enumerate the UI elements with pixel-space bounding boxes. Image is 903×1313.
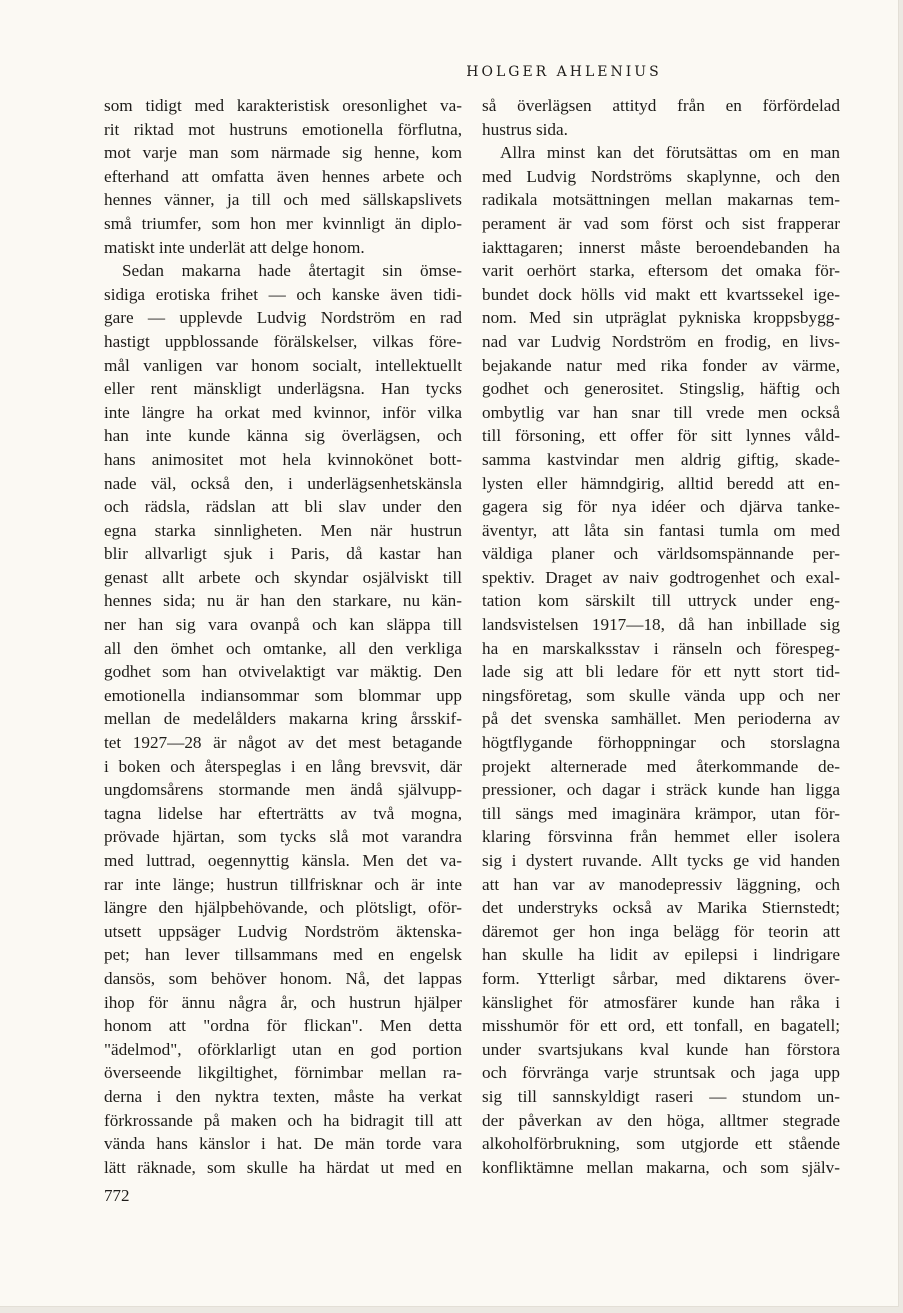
text-line: äventyr, att låta sin fantasi tumla om med: [482, 520, 840, 540]
text-line: egna starka sinnligheten. Men när hustrun: [104, 520, 462, 540]
text-line: misshumör för ett ord, ett tonfall, en bagatell;: [482, 1016, 840, 1036]
text-line: landsvistelsen 1917—18, då han inbillade sig: [482, 615, 840, 635]
text-line: lade sig att bli ledare för ett nytt stort tid-: [482, 662, 840, 682]
text-line: godhet och generositet. Stingslig, häftig och: [482, 379, 840, 399]
text-line: rit riktad mot hustruns emotionella förflutna,: [104, 119, 462, 139]
text-line: projekt alternerade med återkommande de-: [482, 756, 840, 776]
text-line: bejakande natur med rika fonder av värme,: [482, 355, 840, 375]
text-line: matiskt inte underlät att delge honom.: [104, 237, 365, 257]
text-line: iakttagaren; innerst måste beroendebanden ha: [482, 237, 840, 257]
text-line: ner han sig vara ovanpå och kan släppa till: [104, 615, 462, 635]
text-line: emotionella indiansommar som blommar upp: [104, 685, 462, 705]
text-line: det understryks också av Marika Stiernstedt;: [482, 898, 840, 918]
text-line: tet 1927—28 är något av det mest betagande: [104, 733, 462, 753]
text-line: i boken och återspeglas i en lång brevsvit, där: [104, 756, 462, 776]
text-line: sig i dystert ruvande. Allt tycks ge vid handen: [482, 851, 840, 870]
text-line: all den ömhet och omtanke, all den verkliga: [104, 638, 462, 658]
text-line: dansös, som behöver honom. Nå, det lappas: [104, 968, 462, 988]
text-line: konfliktämne mellan makarna, och som själv-: [482, 1157, 840, 1177]
text-line: pressioner, och dagar i sträck kunde han ligga: [482, 780, 840, 800]
text-line: hustrus sida.: [482, 119, 568, 139]
text-line: der påverkan av den höga, alltmer stegrade: [482, 1110, 840, 1130]
text-line: ungdomsårens stormande men ändå självupp-: [104, 780, 462, 800]
text-line: förkrossande på maken och ha bidragit till att: [104, 1110, 462, 1130]
text-line: ihop för ännu några år, och hustrun hjälper: [104, 992, 462, 1012]
text-line: pet; han lever tillsammans med en engelsk: [104, 945, 462, 965]
text-line: hans animositet mot hela kvinnokönet bott-: [104, 449, 462, 469]
text-line: mot varje man som närmade sig henne, kom: [104, 143, 462, 163]
text-line: lysten eller hämndgirig, alltid beredd att en-: [482, 473, 840, 493]
text-line: och rädsla, rädslan att bli slav under den: [104, 497, 462, 517]
text-line: mellan de medelålders makarna kring årsskif-: [104, 709, 462, 729]
left-column: [104, 94, 462, 1179]
text-line: nom. Med sin utpräglat pykniska kroppsbygg-: [482, 308, 840, 328]
text-line: känslighet för atmosfärer kunde han råka i: [482, 992, 840, 1012]
text-line: bundet dock hölls vid makt ett kvartssekel ige-: [482, 284, 840, 304]
text-line: tation kom särskilt till uttryck under eng-: [482, 591, 840, 611]
text-line: samma kastvindar men aldrig giftig, skade-: [482, 449, 840, 469]
text-line: blir allvarligt sjuk i Paris, då kastar han: [104, 544, 462, 564]
text-line: överseende likgiltighet, förnimbar mellan ra-: [104, 1063, 462, 1083]
running-head-text: HOLGER AHLENIUS: [466, 64, 662, 80]
right-column: [482, 94, 840, 1179]
text-line: att han var av manodepressiv läggning, och: [482, 874, 840, 894]
text-line: på det svenska samhället. Men perioderna av: [482, 709, 840, 729]
text-line: hennes vänner, ja till och med sällskapslivets: [104, 190, 462, 210]
text-line: högtflygande förhoppningar och storslagna: [482, 733, 840, 753]
text-line: perament är vad som först och sist frapperar: [482, 213, 840, 233]
text-line: inte längre ha orkat med kvinnor, inför vilka: [104, 402, 462, 422]
text-line: hennes sida; nu är han den starkare, nu kän-: [104, 591, 462, 611]
text-line: varit oerhört starka, eftersom det omaka för-: [482, 261, 840, 281]
page-number: 772: [104, 1186, 130, 1205]
text-line: ha en marskalksstav i ränseln och förespeg-: [482, 638, 840, 658]
text-line: nade väl, också den, i underlägsenhetskänsla: [104, 473, 462, 493]
text-line: Allra minst kan det förutsättas om en man: [500, 143, 840, 163]
text-line: derna i den nyktra texten, måste ha verkat: [104, 1086, 462, 1106]
text-line: klaring försvinna från hemmet eller isolera: [482, 827, 840, 847]
text-line: honom att "ordna för flickan". Men detta: [104, 1016, 462, 1036]
text-line: alkoholförbrukning, som utgjorde ett stående: [482, 1134, 840, 1154]
text-line: hastigt uppblossande förälskelser, vilkas före-: [104, 331, 462, 351]
text-line: däremot ger hon inga belägg för teorin att: [482, 921, 840, 941]
text-line: ombytlig var han snar till vrede men också: [482, 402, 840, 422]
text-line: Sedan makarna hade återtagit sin ömse-: [122, 261, 462, 281]
text-line: lätt räknade, som skulle ha härdat ut med en: [104, 1157, 462, 1177]
text-line: han inte kunde känna sig överlägsen, och: [104, 426, 462, 446]
text-line: efterhand att omfatta även hennes arbete och: [104, 166, 462, 186]
text-line: rar inte länge; hustrun tillfrisknar och är inte: [104, 874, 462, 894]
text-line: genast allt arbete och skyndar osjälviskt till: [104, 567, 462, 587]
text-line: under svartsjukans kval kunde han förstora: [482, 1039, 840, 1059]
text-line: eller rent mänskligt underlägsna. Han tycks: [104, 379, 462, 399]
text-line: spektiv. Draget av naiv godtrogenhet och exal-: [482, 567, 840, 587]
text-line: ningsföretag, som skulle vända upp och ner: [482, 685, 840, 705]
text-line: till sängs med imaginära krämpor, utan för-: [482, 803, 840, 823]
text-line: han skulle ha lidit av epilepsi i lindrigare: [482, 945, 840, 965]
text-line: tagna lidelse har efterträtts av två mogna,: [104, 803, 462, 823]
text-line: och förvränga varje struntsak och jaga upp: [482, 1063, 840, 1083]
text-line: så överlägsen attityd från en förfördelad: [482, 96, 840, 115]
text-line: sidiga erotiska frihet — och kanske även tidi-: [104, 284, 462, 304]
text-line: mål vanligen var honom socialt, intellektuellt: [104, 355, 462, 375]
text-line: utsett uppsäger Ludvig Nordström äktenska-: [104, 921, 462, 941]
text-line: "ädelmod", oförklarligt utan en god portion: [104, 1039, 462, 1059]
text-line: gare — upplevde Ludvig Nordström en rad: [104, 308, 462, 328]
text-line: små triumfer, som hon mer kvinnligt än diplo-: [104, 213, 462, 233]
text-line: godhet som han otvivelaktigt var mäktig. Den: [104, 662, 462, 682]
text-line: sig till sannskyldigt raseri — stundom un-: [482, 1086, 840, 1106]
text-line: längre den hjälpbehövande, och plötsligt, oför-: [104, 898, 462, 918]
text-line: nad var Ludvig Nordström en frodig, en livs-: [482, 331, 840, 351]
text-line: radikala motsättningen mellan makarnas tem-: [482, 190, 840, 210]
text-line: väldiga planer och världsomspännande per-: [482, 544, 840, 564]
text-line: vända hans känslor i hat. De män torde vara: [104, 1134, 462, 1154]
running-head: [0, 64, 898, 80]
text-line: med Ludvig Nordströms skaplynne, och den: [482, 166, 840, 186]
text-line: som tidigt med karakteristisk oresonlighet va-: [104, 96, 462, 115]
text-line: gagera sig för nya idéer och djärva tanke-: [482, 497, 840, 517]
text-line: med luttrad, oegennyttig känsla. Men det va-: [104, 851, 462, 870]
text-line: till försoning, ett offer för sitt lynnes våld-: [482, 426, 840, 446]
text-line: form. Ytterligt sårbar, med diktarens över-: [482, 968, 840, 988]
text-line: prövade hjärtan, som tycks slå mot varandra: [104, 827, 462, 847]
